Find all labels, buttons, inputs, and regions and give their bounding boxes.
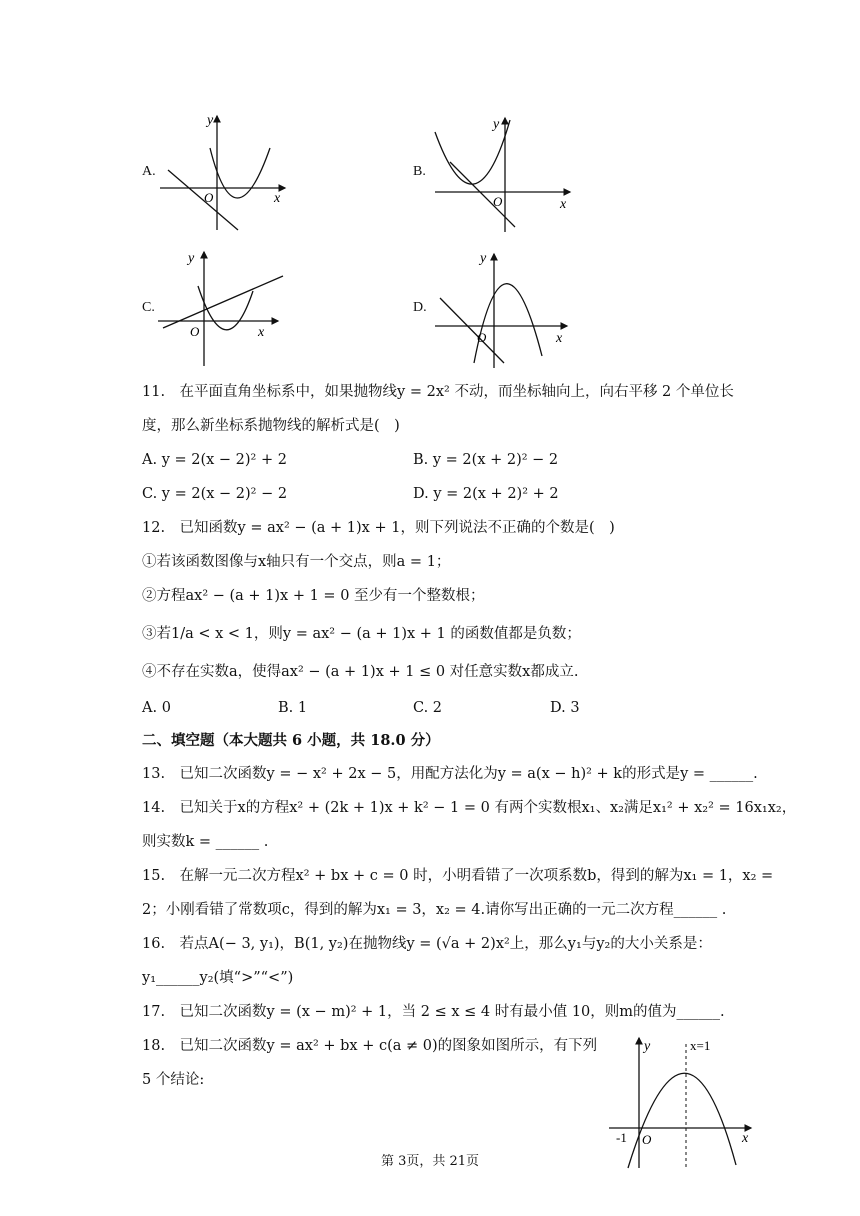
page-footer: 第 3页，共 21页	[380, 1154, 480, 1169]
origin-label: O	[190, 324, 200, 339]
q17: 17. 已知二次函数y = (x − m)² + 1，当 2 ≤ x ≤ 4 时有最小值 10，则m的值为______.	[142, 1004, 725, 1020]
q18-line2: 5 个结论:	[142, 1072, 205, 1088]
q16-line1: 16. 若点A(− 3, y₁)，B(1, y₂)在抛物线y = (√a + 2)x²上，那么y₁与y₂的大小关系是：	[142, 936, 712, 952]
symmetry-label: x=1	[690, 1038, 711, 1053]
parabola	[210, 148, 270, 198]
q12-option-a: A. 0	[142, 700, 171, 716]
q12-option-c: C. 2	[413, 700, 443, 716]
q12-stem: 12. 已知函数y = ax² − (a + 1)x + 1，则下列说法不正确的个数是( )	[142, 520, 615, 536]
graph-a	[160, 108, 290, 233]
y-label: y	[644, 1039, 651, 1054]
y-label: y	[480, 251, 487, 266]
q18-line1: 18. 已知二次函数y = ax² + bx + c(a ≠ 0)的图象如图所示，有下列	[142, 1038, 598, 1054]
line	[168, 170, 238, 230]
q18-graph	[606, 1030, 756, 1170]
q12-item-2: ②方程ax² − (a + 1)x + 1 = 0 至少有一个整数根；	[142, 588, 485, 604]
q11-option-a: A. y = 2(x − 2)² + 2	[142, 452, 287, 468]
q14-line2: 则实数k = ______ .	[142, 834, 269, 850]
graph-b	[430, 112, 575, 237]
x-label: x	[560, 197, 567, 212]
origin-label: O	[204, 190, 214, 205]
x-label: x	[258, 325, 265, 340]
q15-line2: 2；小刚看错了常数项c，得到的解为x₁ = 3，x₂ = 4.请你写出正确的一元二次方程______ .	[142, 902, 727, 918]
q15-line1: 15. 在解一元二次方程x² + bx + c = 0 时，小明看错了一次项系数b，得到的解为x₁ = 1，x₂ =	[142, 868, 774, 884]
q12-item-4: ④不存在实数a，使得ax² − (a + 1)x + 1 ≤ 0 对任意实数x都成立.	[142, 664, 579, 680]
origin-label: O	[642, 1132, 652, 1147]
q12-option-d: D. 3	[550, 700, 580, 716]
x-label: x	[556, 331, 563, 346]
q11-stem-line1: 11. 在平面直角坐标系中，如果抛物线y = 2x² 不动，而坐标轴向上，向右平移 2 个单位长	[142, 384, 734, 400]
q11-stem-line2: 度，那么新坐标系抛物线的解析式是( )	[142, 418, 400, 434]
option-c-label: C.	[142, 300, 155, 315]
q12-option-b: B. 1	[278, 700, 308, 716]
parabola	[474, 284, 542, 363]
origin-label: O	[477, 330, 487, 345]
option-b-label: B.	[413, 164, 426, 179]
q11-option-b: B. y = 2(x + 2)² − 2	[413, 452, 559, 468]
option-a-label: A.	[142, 164, 156, 179]
q11-option-d: D. y = 2(x + 2)² + 2	[413, 486, 559, 502]
q11-option-c: C. y = 2(x − 2)² − 2	[142, 486, 288, 502]
graph-c	[158, 246, 288, 368]
section-heading: 二、填空题（本大题共 6 小题，共 18.0 分）	[142, 732, 440, 749]
q12-item-3: ③若1/a < x < 1，则y = ax² − (a + 1)x + 1 的函数值都是负数；	[142, 626, 581, 642]
line	[163, 276, 283, 328]
x-label: x	[742, 1131, 749, 1146]
neg-one-label: -1	[616, 1130, 627, 1145]
origin-label: O	[493, 194, 503, 209]
option-d-label: D.	[413, 300, 427, 315]
q12-item-1: ①若该函数图像与x轴只有一个交点，则a = 1；	[142, 554, 451, 570]
graph-d	[432, 248, 572, 370]
x-label: x	[274, 191, 281, 206]
y-label: y	[188, 251, 195, 266]
q14-line1: 14. 已知关于x的方程x² + (2k + 1)x + k² − 1 = 0 有两个实数根x₁、x₂满足x₁² + x₂² = 16x₁x₂，	[142, 800, 797, 816]
q13: 13. 已知二次函数y = − x² + 2x − 5，用配方法化为y = a(x − h)² + k的形式是y = ______.	[142, 766, 758, 782]
y-label: y	[493, 117, 500, 132]
q16-line2: y₁______y₂(填“>”“<”)	[142, 970, 294, 986]
y-label: y	[207, 113, 214, 128]
